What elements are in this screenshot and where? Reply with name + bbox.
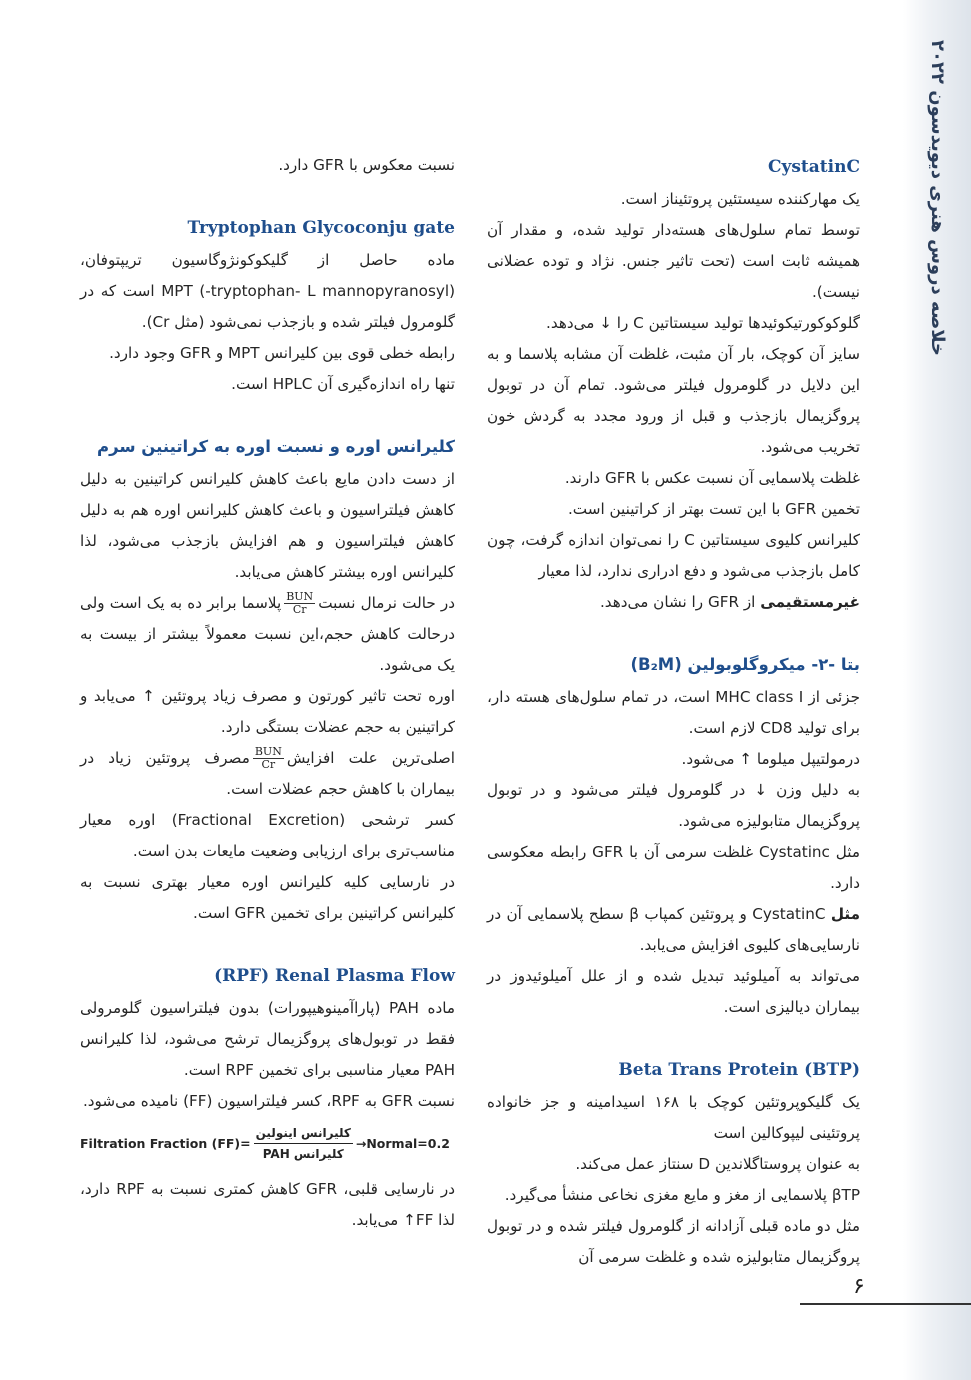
fraction-denominator: Cr [292,603,307,616]
fraction-denominator: Cr [261,758,276,771]
ratio-fraction [253,746,284,771]
section-heading: بتا -۲- میکروگلوبولین (B₂M) [630,655,860,674]
paragraph-text: پلاسما برابر ده به یک است ولی درحالت کاهش حجم،این نسبت معمولاً بیشتر از بیست به یک می‌شود. [80,594,455,674]
paragraph: می‌تواند به آمیلوئید تبدیل شده و از علل آمیلوئیدوز در بیماران دیالیزی است. [487,967,860,1016]
paragraph: رابطه خطی قوی بین کلیرانس MPT و GFR وجود دارد. [109,344,455,362]
paragraph [487,587,860,618]
section-heading: Tryptophan Glycoconju gate [187,218,455,238]
formula-denominator: کلیرانس PAH [262,1147,344,1161]
page-number-rule [800,1303,971,1305]
formula-numerator: کلیرانس اینولین [254,1123,353,1144]
paragraph [80,743,455,805]
formula-fraction [254,1123,353,1164]
ratio-fraction [284,591,315,616]
page-number: ۶ [853,1274,865,1299]
filtration-fraction-formula [80,1123,455,1164]
paragraph: توسط تمام سلول‌های هسته‌دار تولید شده، و مقدار آن همیشه ثابت است (تحت تاثیر جنس. نژاد و توده عضلانی نیست). [487,221,860,301]
paragraph: به عنوان پروستاگلاندین D سنتاز عمل می‌کند. [575,1155,860,1173]
formula-label: Filtration Fraction (FF)= [80,1135,251,1151]
right-column [487,150,860,1273]
section-heading: کلیرانس اوره و نسبت اوره به کراتینین سرم [96,437,455,456]
section-heading: (RPF) Renal Plasma Flow [214,966,455,986]
paragraph [80,588,455,681]
paragraph: تنها راه اندازه‌گیری آن HPLC است. [231,375,455,393]
paragraph: نسبت معکوس با GFR دارد. [278,156,455,174]
paragraph-text: مصرف پروتئین زیاد در بیماران با کاهش حجم عضلات است. [80,749,455,798]
paragraph: در نارسایی کلیه کلیرانس اوره معیار بهتری نسبت به کلیرانس کراتینین برای تخمین GFR است. [80,873,455,922]
book-title: خلاصه دروس هنری دیویدسون ۲۰۲۲ [927,40,948,356]
paragraph [487,899,860,961]
fraction-numerator: BUN [286,590,314,603]
paragraph: به دلیل وزن ↓ در گلومرول فیلتر می‌شود و در توبول پروگزیمال متابولیزه می‌شود. [487,781,860,830]
left-column [80,150,455,1236]
bold-term: غیرمستقیمی [760,593,860,611]
paragraph: کسر ترشحی (Fractional Excretion) اوره معیار مناسب‌تری برای ارزیابی وضعیت مایعات بدن است. [80,811,455,860]
paragraph-text: در حالت نرمال نسبت [318,594,455,612]
section-gap [487,618,860,648]
paragraph: سایز آن کوچک، بار آن مثبت، غلظت آن مشابه پلاسما و به این دلایل در گلومرول فیلتر می‌شود. تمام آن در توبول پروگزیمال بازجذب و قبل از ورود مجدد به گردش خون تخریب می‌شود. [487,345,860,456]
section-gap [80,929,455,959]
paragraph: ماده حاصل از گلیکوکونژوگاسیون تریپتوفان، (tryptophan- L mannopyranosyl-) MPT است که در گلومرول فیلتر شده و بازجذب نمی‌شود (مثل Cr). [80,251,456,331]
paragraph: βTP پلاسمایی از مغز و مایع مغزی نخاعی منشأ می‌گیرد. [504,1186,860,1204]
paragraph: جزئی از MHC class I است، در تمام سلول‌های هسته دار، برای تولید CD8 لازم است. [487,688,860,737]
paragraph: درمولتیپل میلوما ↑ می‌شود. [681,750,860,768]
paragraph: اوره تحت تاثیر کورتون و مصرف زیاد پروتئین ↑ می‌یابد و کراتینین به حجم عضلات بستگی دارد. [80,687,455,736]
section-heading: CystatinC [767,157,860,177]
bold-term: مثل [830,905,861,923]
paragraph: مثل Cystatinc غلظت سرمی آن با GFR رابطه معکوسی دارد. [487,843,860,892]
paragraph: ماده PAH (پاراآمینوهیپورات) بدون فیلتراسیون گلومرولی فقط در توبول‌های پروگزیمال ترشح می‌شود، لذا کلیرانس PAH معیار مناسبی برای تخمین RPF است. [80,999,455,1079]
section-gap [80,400,455,430]
paragraph: یک گلیکوپروتئین کوچک با ۱۶۸ اسیدامینه و جز خانواده پروتئینی لیپوکالین است [487,1093,861,1142]
section-heading: Beta Trans Protein (BTP) [618,1060,860,1080]
section-gap [80,181,455,211]
paragraph: از دست دادن مایع باعث کاهش کلیرانس کراتینین به دلیل کاهش فیلتراسیون و باعث کاهش کلیرانس اوره هم به دلیل کاهش فیلتراسیون و هم افزایش بازجذب می‌شود، لذا کلیرانس اوره بیشتر کاهش می‌یابد. [80,470,455,581]
paragraph: در نارسایی قلبی، GFR کاهش کمتری نسبت به RPF دارد، لذا FF↑ می‌یابد. [80,1180,455,1229]
fraction-numerator: BUN [254,745,282,758]
paragraph: کلیرانس کلیوی سیستاتین C را نمی‌توان اندازه گرفت، چون کامل بازجذب می‌شود و دفع ادراری ندارد، لذا معیار [487,531,860,580]
paragraph: گلوکوکورتیکوئیدها تولید سیستاتین C را ↓ می‌دهد. [546,314,860,332]
paragraph-text: اصلی‌ترین علت افزایش [286,749,456,767]
paragraph: مثل دو ماده قبلی آزادانه از گلومرول فیلتر شده و در توبول پروگزیمال متابولیزه شده و غلظت سرمی آن [487,1217,860,1266]
paragraph: تخمین GFR با این تست بهتر از کراتینین است. [567,500,860,518]
paragraph: یک مهارکننده سیستئین پروتئیناز است. [620,190,860,208]
section-gap [487,1023,860,1053]
paragraph: غلظت پلاسمایی آن نسبت عکس با GFR دارند. [564,469,860,487]
paragraph-text: از GFR را نشان می‌دهد. [599,593,761,611]
paragraph: نسبت GFR به RPF، کسر فیلتراسیون (FF) نامیده می‌شود. [82,1092,455,1110]
paragraph-text: CystatinC و پروتئین کمپاب β سطح پلاسمایی آن در نارسایی‌های کلیوی افزایش می‌یابد. [487,905,860,954]
formula-result: →Normal=0.2 [355,1135,450,1151]
